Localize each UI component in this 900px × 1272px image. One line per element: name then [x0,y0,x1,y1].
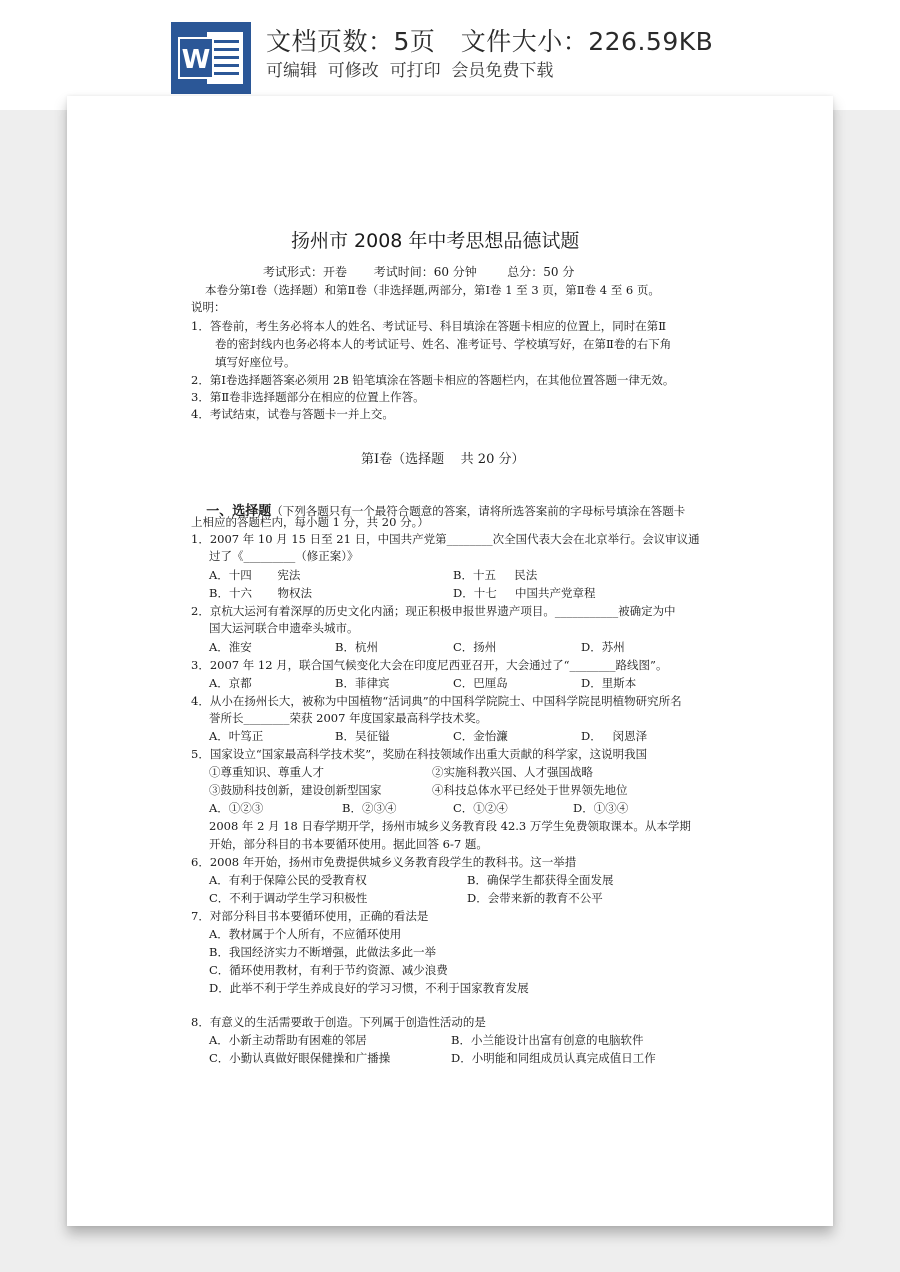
passage: 开始，部分科目的书本要循环使用。据此回答 6-7 题。 [209,837,488,851]
question-4: 誉所长________荣获 2007 年度国家最高科学技术奖。 [209,711,488,725]
option: C．巴厘岛 [453,676,508,690]
question-3: 3．2007 年 12 月，联合国气候变化大会在印度尼西亚召开，大会通过了“________路线图”。 [191,658,668,672]
option: B．我国经济实力不断增强，此做法多此一举 [209,945,436,959]
option: B．小兰能设计出富有创意的电脑软件 [451,1033,644,1047]
option: A．有利于保障公民的受教育权 [209,873,367,887]
passage: 2008 年 2 月 18 日春学期开学，扬州市城乡义务教育段 42.3 万学生免费领取课本。从本学期 [209,819,691,833]
option: A．京都 [209,676,252,690]
option: D．会带来新的教育不公平 [467,891,603,905]
question-8: 8．有意义的生活需要敢于创造。下列属于创造性活动的是 [191,1015,486,1029]
option: C．扬州 [453,640,497,654]
question-2: 国大运河联合申遗牵头城市。 [209,621,359,635]
option: D．十七 中国共产党章程 [453,586,596,600]
statement: ③鼓励科技创新，建设创新型国家 [209,783,382,797]
note-line: 卷的密封线内也务必将本人的考试证号、姓名、准考证号、学校填写好，在第Ⅱ卷的右下角 [215,337,672,351]
option: C．小勤认真做好眼保健操和广播操 [209,1051,391,1065]
option: A．淮安 [209,640,252,654]
page-title: 扬州市 2008 年中考思想品德试题 [291,230,580,252]
question-6: 6．2008 年开始，扬州市免费提供城乡义务教育段学生的教科书。这一举措 [191,855,577,869]
option: A．教材属于个人所有，不应循环使用 [209,927,402,941]
option: B．吴征镒 [335,729,390,743]
option: B．杭州 [335,640,378,654]
word-document-icon [171,22,251,94]
statement: ④科技总体水平已经处于世界领先地位 [432,783,628,797]
option: D．苏州 [581,640,625,654]
document-page [67,96,833,1226]
option: D．此举不利于学生养成良好的学习习惯，不利于国家教育发展 [209,981,529,995]
option: A．叶笃正 [209,729,264,743]
note-line: 1．答卷前，考生务必将本人的姓名、考试证号、科目填涂在答题卡相应的位置上，同时在第Ⅱ [191,319,667,333]
file-info: 文档页数：5页 文件大小：226.59KB [266,27,714,56]
option: A．十四 宪法 [209,568,301,582]
option: C．金怡濂 [453,729,508,743]
option: D．里斯本 [581,676,637,690]
option: C．循环使用教材，有利于节约资源、减少浪费 [209,963,448,977]
svg-text:W: W [181,45,211,75]
option: B．确保学生都获得全面发展 [467,873,614,887]
intro-text: 本卷分第Ⅰ卷（选择题）和第Ⅱ卷（非选择题,两部分，第Ⅰ卷 1 至 3 页，第Ⅱ卷 4 至 6 页。 [205,283,660,297]
section1-desc: 上相应的答题栏内，每小题 1 分，共 20 分。） [191,515,429,529]
note-line: 3．第Ⅱ卷非选择题部分在相应的位置上作答。 [191,390,425,404]
statement: ②实施科教兴国、人才强国战略 [432,765,593,779]
option: B．菲律宾 [335,676,390,690]
section1-label: 一、选择题 [206,504,272,519]
option: C．不利于调动学生学习积极性 [209,891,368,905]
statement: ①尊重知识、尊重人才 [209,765,324,779]
section1-desc: （下列各题只有一个最符合题意的答案，请将所选答案前的字母标号填涂在答题卡 [271,504,686,518]
exam-meta: 考试形式：开卷 考试时间：60 分钟 总分：50 分 [263,265,575,279]
question-2: 2．京杭大运河有着深厚的历史文化内涵；现正积极申报世界遗产项目。___________被确定为中 [191,604,676,618]
option: D．小明能和同组成员认真完成值日工作 [451,1051,656,1065]
option: A．小新主动帮助有困难的邻居 [209,1033,367,1047]
question-7: 7．对部分科目书本要循环使用，正确的看法是 [191,909,429,923]
option: B．十五 民法 [453,568,538,582]
question-4: 4．从小在扬州长大，被称为中国植物“活词典”的中国科学院院士、中国科学院昆明植物研究所名 [191,694,682,708]
option: C．①②④ [453,801,508,815]
notes-label: 说明： [191,300,226,314]
question-5: 5．国家设立“国家最高科学技术奖”，奖励在科技领域作出重大贡献的科学家，这说明我国 [191,747,648,761]
question-1: 1．2007 年 10 月 15 日至 21 日，中国共产党第________次全国代表大会在北京举行。会议审议通 [191,532,700,546]
option: A．①②③ [209,801,264,815]
option: D． 闵恩泽 [581,729,648,743]
part1-heading: 第Ⅰ卷（选择题 共 20 分） [361,452,525,467]
question-1: 过了《_________（修正案）》 [209,549,359,563]
option: B．十六 物权法 [209,586,313,600]
file-features: 可编辑 可修改 可打印 会员免费下载 [266,61,554,81]
option: B．②③④ [342,801,397,815]
option: D．①③④ [573,801,629,815]
note-line: 4．考试结束，试卷与答题卡一并上交。 [191,407,394,421]
download-banner [0,0,900,110]
note-line: 2．第Ⅰ卷选择题答案必须用 2B 铅笔填涂在答题卡相应的答题栏内，在其他位置答题一律无效。 [191,373,675,387]
note-line: 填写好座位号。 [215,355,296,369]
